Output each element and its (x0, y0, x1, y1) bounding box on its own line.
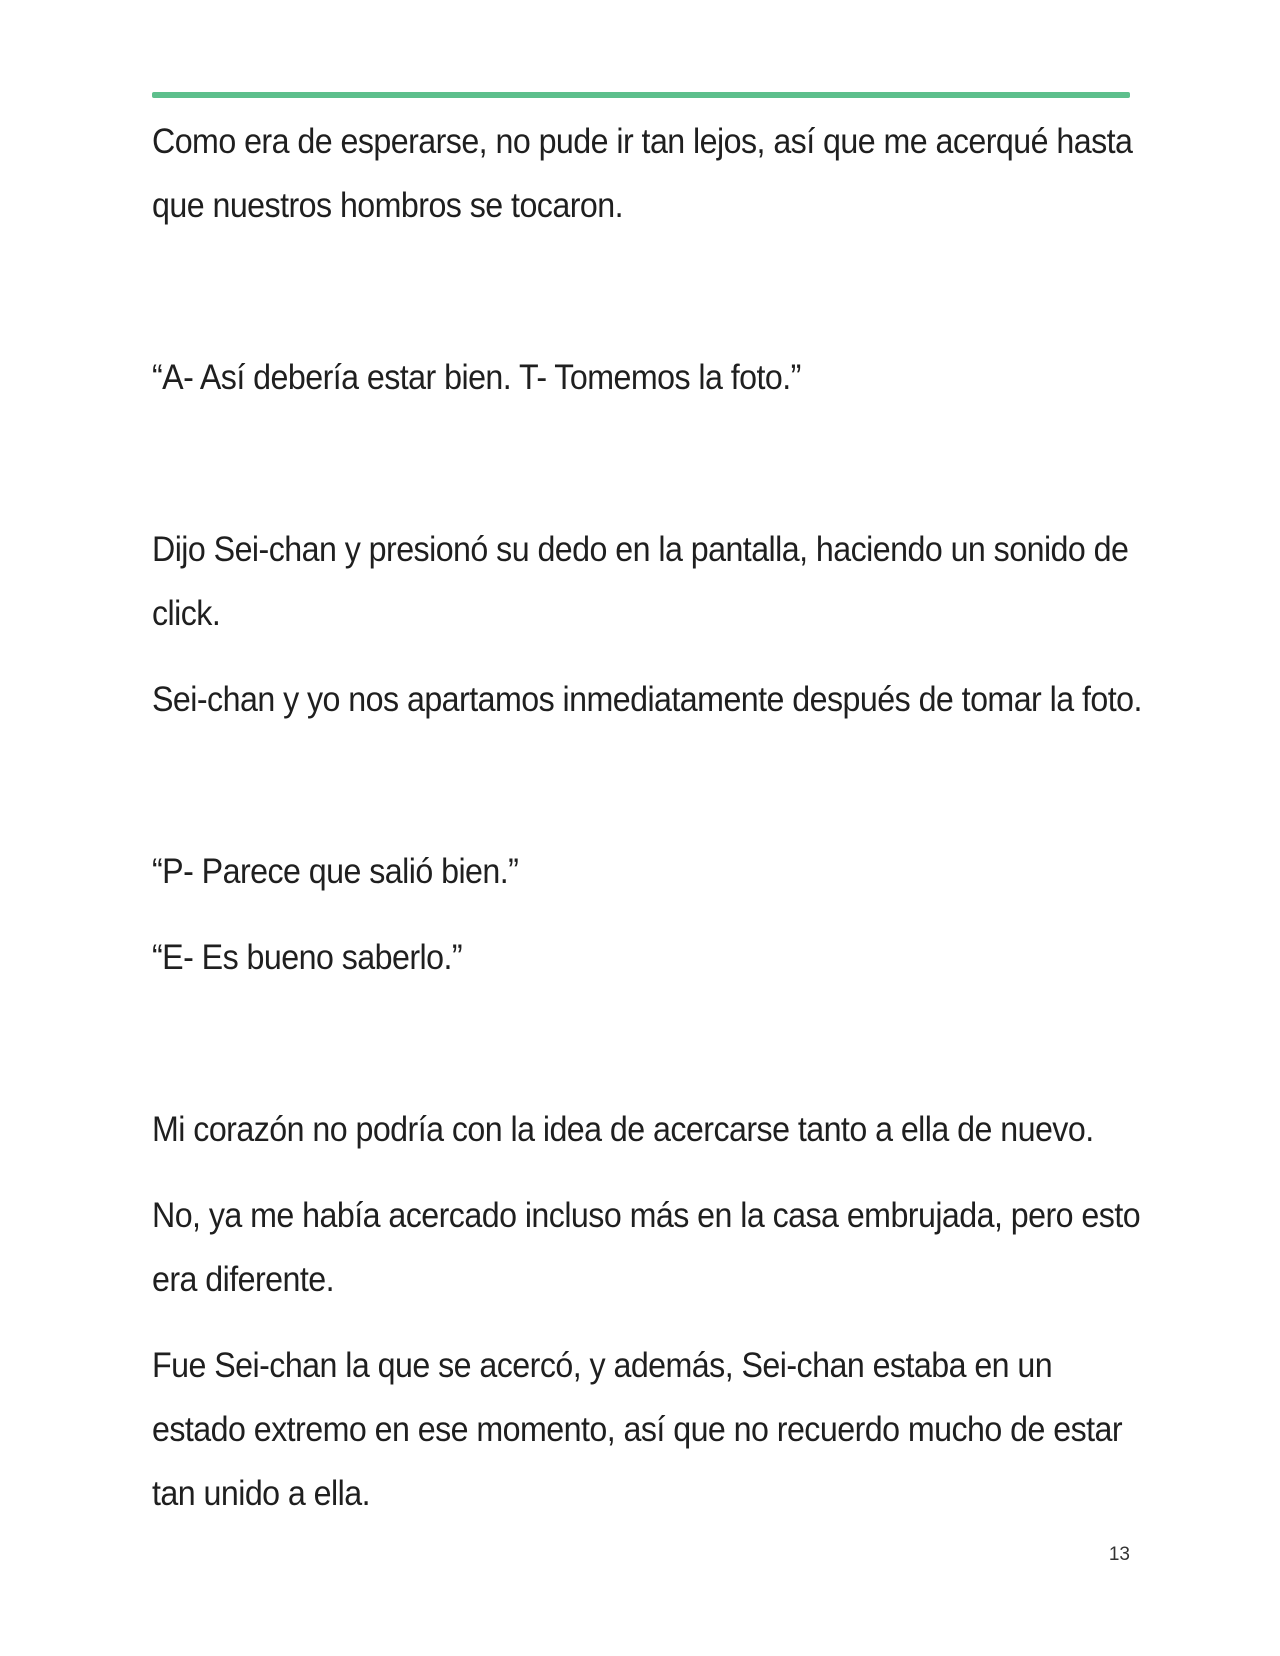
section-gap (152, 1012, 1142, 1098)
paragraph-3: Dijo Sei-chan y presionó su dedo en la pantalla, haciendo un sonido de click. (152, 530, 1129, 633)
paragraph-1: Como era de esperarse, no pude ir tan lejos, así que me acerqué hasta que nuestros hombros se tocaron. (152, 122, 1133, 225)
page-number: 13 (1108, 1544, 1130, 1565)
section-gap (152, 754, 1142, 840)
top-divider (152, 92, 1130, 98)
section-gap (152, 260, 1142, 346)
paragraph-6: “E- Es bueno saberlo.” (152, 938, 463, 977)
paragraph-7: Mi corazón no podría con la idea de acercarse tanto a ella de nuevo. (152, 1110, 1094, 1149)
paragraph-8: No, ya me había acercado incluso más en la casa embrujada, pero esto era diferente. (152, 1196, 1141, 1299)
paragraph-5: “P- Parece que salió bien.” (152, 852, 519, 891)
section-gap (152, 432, 1142, 518)
paragraph-4: Sei-chan y yo nos apartamos inmediatamente después de tomar la foto. (152, 680, 1142, 719)
paragraph-2: “A- Así debería estar bien. T- Tomemos la foto.” (152, 358, 801, 397)
paragraph-9: Fue Sei-chan la que se acercó, y además, Sei-chan estaba en un estado extremo en ese momento, así que no recuerdo mucho de estar tan unido a ella. (152, 1346, 1123, 1513)
body-text (152, 110, 1142, 1548)
